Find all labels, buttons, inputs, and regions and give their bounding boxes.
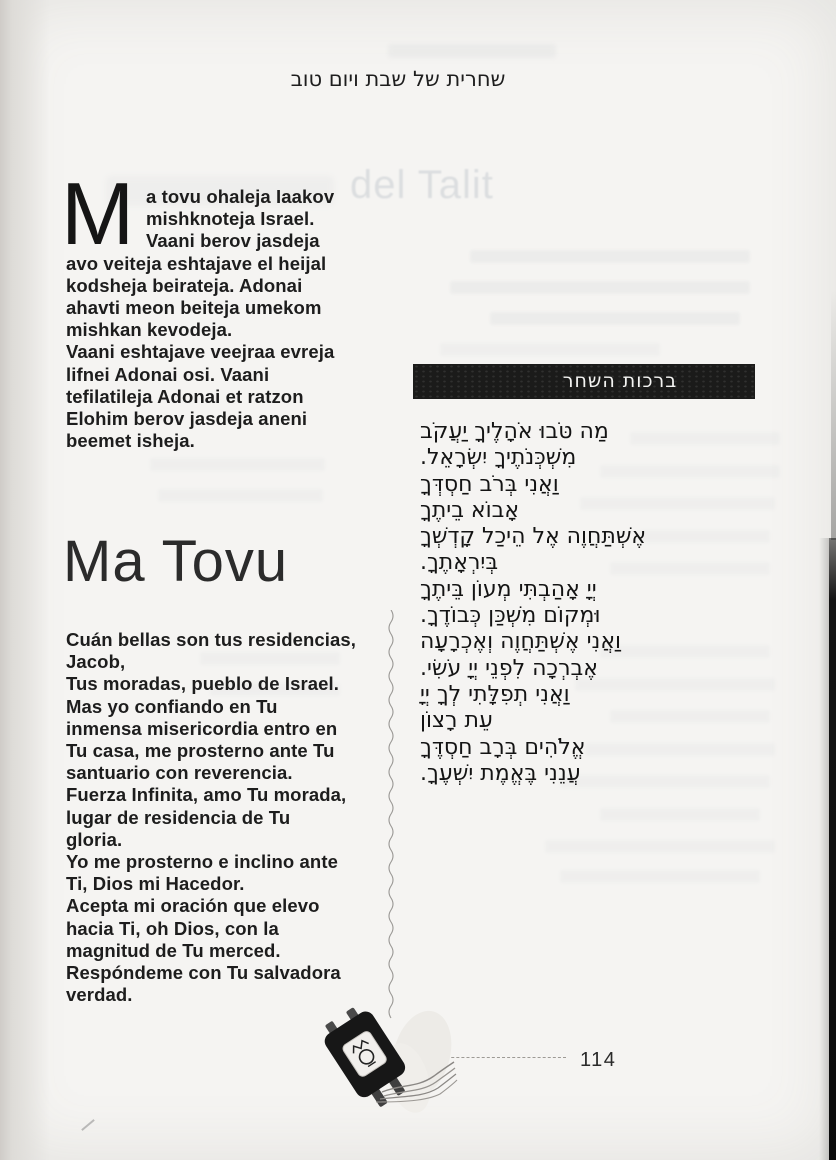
ghost-bleedthrough-line	[600, 808, 760, 821]
hebrew-line: יְיָ אָהַבְתִּי מְעוֹן בֵּיתֶךָ	[420, 576, 597, 602]
hebrew-line: עֲנֵנִי בֶּאֱמֶת יִשְׁעֶךָ.	[420, 760, 581, 786]
transliteration-line: mishknoteja Israel.	[146, 208, 315, 230]
ghost-bleedthrough-line	[630, 432, 780, 445]
transliteration-line: Vaani berov jasdeja	[146, 230, 320, 252]
hebrew-line: וַאֲנִי אֶשְׁתַּחֲוֶה וְאֶכְרָעָה	[420, 629, 622, 655]
ghost-bleedthrough-line	[560, 870, 760, 883]
spanish-line: gloria.	[66, 828, 123, 850]
hebrew-line: אֶשְׁתַּחֲוֶה אֶל הֵיכַל קָדְשְׁךָ	[420, 524, 647, 550]
spanish-line: santuario con reverencia.	[66, 762, 293, 784]
section-banner-title: ברכות השחר	[562, 370, 678, 392]
ghost-bleedthrough-line	[470, 250, 750, 263]
transliteration-line: ahavti meon beiteja umekom	[66, 297, 322, 319]
transliteration-line: lifnei Adonai osi. Vaani	[66, 363, 270, 385]
scan-right-edge-shadow	[819, 538, 829, 1160]
wavy-divider	[383, 610, 399, 1025]
section-title: Ma Tovu	[63, 529, 289, 594]
spanish-line: Fuerza Infinita, amo Tu morada,	[66, 784, 347, 806]
ghost-bleedthrough-line	[388, 44, 556, 58]
ghost-bleedthrough-line	[150, 458, 325, 471]
transliteration-block	[66, 186, 334, 452]
drop-cap: M	[61, 164, 135, 263]
transliteration-line: Elohim berov jasdeja aneni	[66, 408, 308, 430]
scan-right-edge-fade	[831, 290, 836, 540]
hebrew-line: וַאֲנִי בְּרֹב חַסְדְּךָ	[420, 471, 559, 497]
running-head-hebrew: שחרית של שבת ויום טוב	[290, 67, 506, 91]
hebrew-line: אָבוֹא בֵיתֶךָ	[420, 497, 520, 523]
spanish-line: magnitud de Tu merced.	[66, 939, 281, 961]
transliteration-line: Vaani eshtajave veejraa evreja	[66, 341, 335, 363]
hebrew-line: אֱלֹהִים בְּרָב חַסְדֶּךָ	[420, 734, 586, 760]
transliteration-line: avo veiteja eshtajave el heijal	[66, 252, 327, 274]
ghost-bleedthrough-line	[440, 343, 660, 356]
hebrew-line: מַה טֹּבוּ אֹהָלֶיךָ יַעֲקֹב	[420, 419, 609, 444]
ghost-bleedthrough-title: del Talit	[350, 163, 494, 207]
spanish-line: Yo me prosterno e inclino ante	[66, 851, 338, 873]
spanish-line: Cuán bellas son tus residencias,	[66, 629, 357, 650]
spanish-translation-block	[66, 629, 356, 1006]
hebrew-line: אֶבְרְכָה לִפְנֵי יְיָ עֹשִׂי.	[420, 655, 598, 681]
ghost-bleedthrough-line	[158, 489, 323, 502]
spanish-line: Respóndeme con Tu salvadora	[66, 962, 341, 984]
ghost-bleedthrough-line	[545, 840, 775, 853]
transliteration-line: kodsheja beirateja. Adonai	[66, 274, 303, 296]
transliteration-line: tefilatileja Adonai et ratzon	[66, 385, 304, 407]
hebrew-line: וַאֲנִי תְפִלָּתִי לְךָ יְיָ	[420, 681, 570, 707]
spanish-line: Acepta mi oración que elevo	[66, 895, 320, 917]
ghost-bleedthrough-line	[490, 312, 740, 325]
hebrew-line: וּמְקוֹם מִשְׁכַּן כְּבוֹדֶךָ.	[420, 603, 601, 629]
hebrew-line: עֵת רָצוֹן	[420, 708, 493, 734]
tefillin-illustration-icon	[322, 1002, 482, 1127]
hebrew-line: בְּיִרְאָתֶךָ.	[420, 550, 499, 576]
hebrew-prayer-block	[420, 419, 646, 787]
scan-artifact-mark	[81, 1119, 95, 1131]
transliteration-line: beemet isheja.	[66, 430, 195, 452]
spanish-line: Jacob,	[66, 651, 126, 673]
scan-left-edge	[0, 0, 50, 1160]
page-number: 114	[580, 1049, 617, 1071]
ghost-bleedthrough-line	[450, 281, 750, 294]
transliteration-line: mishkan kevodeja.	[66, 319, 233, 341]
hebrew-line: מִשְׁכְּנֹתֶיךָ יִשְׂרָאֵל.	[420, 445, 577, 471]
spanish-line: Ti, Dios mi Hacedor.	[66, 873, 245, 895]
spanish-line: inmensa misericordia entro en	[66, 717, 338, 739]
spanish-line: hacia Ti, oh Dios, con la	[66, 917, 279, 939]
transliteration-line: a tovu ohaleja Iaakov	[146, 186, 335, 207]
spanish-line: lugar de residencia de Tu	[66, 806, 291, 828]
ghost-bleedthrough-line	[640, 530, 770, 543]
section-banner	[413, 364, 755, 399]
spanish-line: Mas yo confiando en Tu	[66, 695, 278, 717]
scan-right-edge-black	[829, 538, 836, 1160]
spanish-line: Tus moradas, pueblo de Israel.	[66, 673, 340, 695]
spanish-line: Tu casa, me prosterno ante Tu	[66, 740, 335, 762]
spanish-line: verdad.	[66, 984, 133, 1006]
